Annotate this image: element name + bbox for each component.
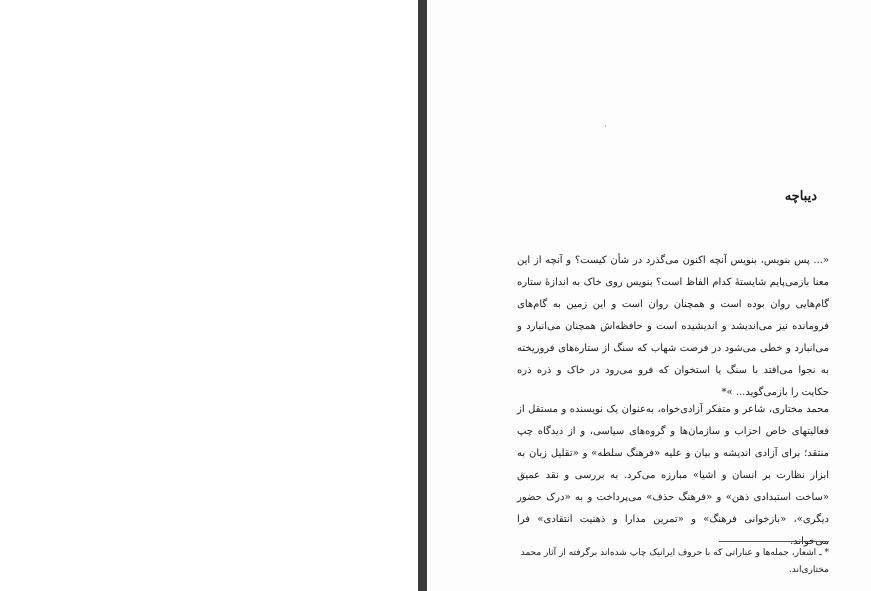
left-page-blank <box>0 0 418 591</box>
opening-quote: «... پس بنویس، بنویس آنچه اکنون می‌گذرد در شأن کیست؟ و آنچه از این معنا بازمی‌پایم شایستهٔ کدام الفاظ است؟ بنویس روی خاک به اندازهٔ ستاره گام‌هایی روان بوده است و همچنان روان است و این زمین به گام‌های فرومانده نیز می‌اندیشد و اندیشیده است و حافظه‌اش همچنان می‌انبارد و می‌انبارد و خطی می‌شود در فرصت شهاب که سنگ از ستاره‌های فروریخته به نجوا می‌افتد با سنگ یا استخوان که فرو می‌رود در خاک و ذره ذره حکایت را بازمی‌گوید... »* <box>517 255 829 398</box>
footnote-divider <box>719 541 829 542</box>
scan-speck <box>605 125 606 127</box>
page-title: دیباچه <box>784 189 817 204</box>
biography-paragraph: محمد مختاری، شاعر و متفکر آزادی‌خواه، به‌عنوان یک نویسنده و مستقل از فعالیتهای خاص احزاب و سازمان‌ها و گروه‌های سیاسی، و از دیدگاه چپ منتقد؛ برای آزادی اندیشه و بیان و علیه «فرهنگ سلطه» و «تقلیل زبان به ابزار نظارت بر انسان و اشیا» مبارزه می‌کرد. به بررسی و نقد عمیق «ساخت استبدادی ذهن» و «فرهنگ حذف» می‌پرداخت و به «درک حضور دیگری»، «بازخوانی فرهنگ» و «تمرین مدارا و ذهنیت انتقادی» فرا می‌خواند. <box>517 404 829 547</box>
book-gutter <box>418 0 427 591</box>
footnote: * ـ اشعار، جمله‌ها و عباراتی که با حروف ایرانیک چاپ شده‌اند برگرفته از آثار محمد مختاری‌اند. <box>520 548 829 575</box>
